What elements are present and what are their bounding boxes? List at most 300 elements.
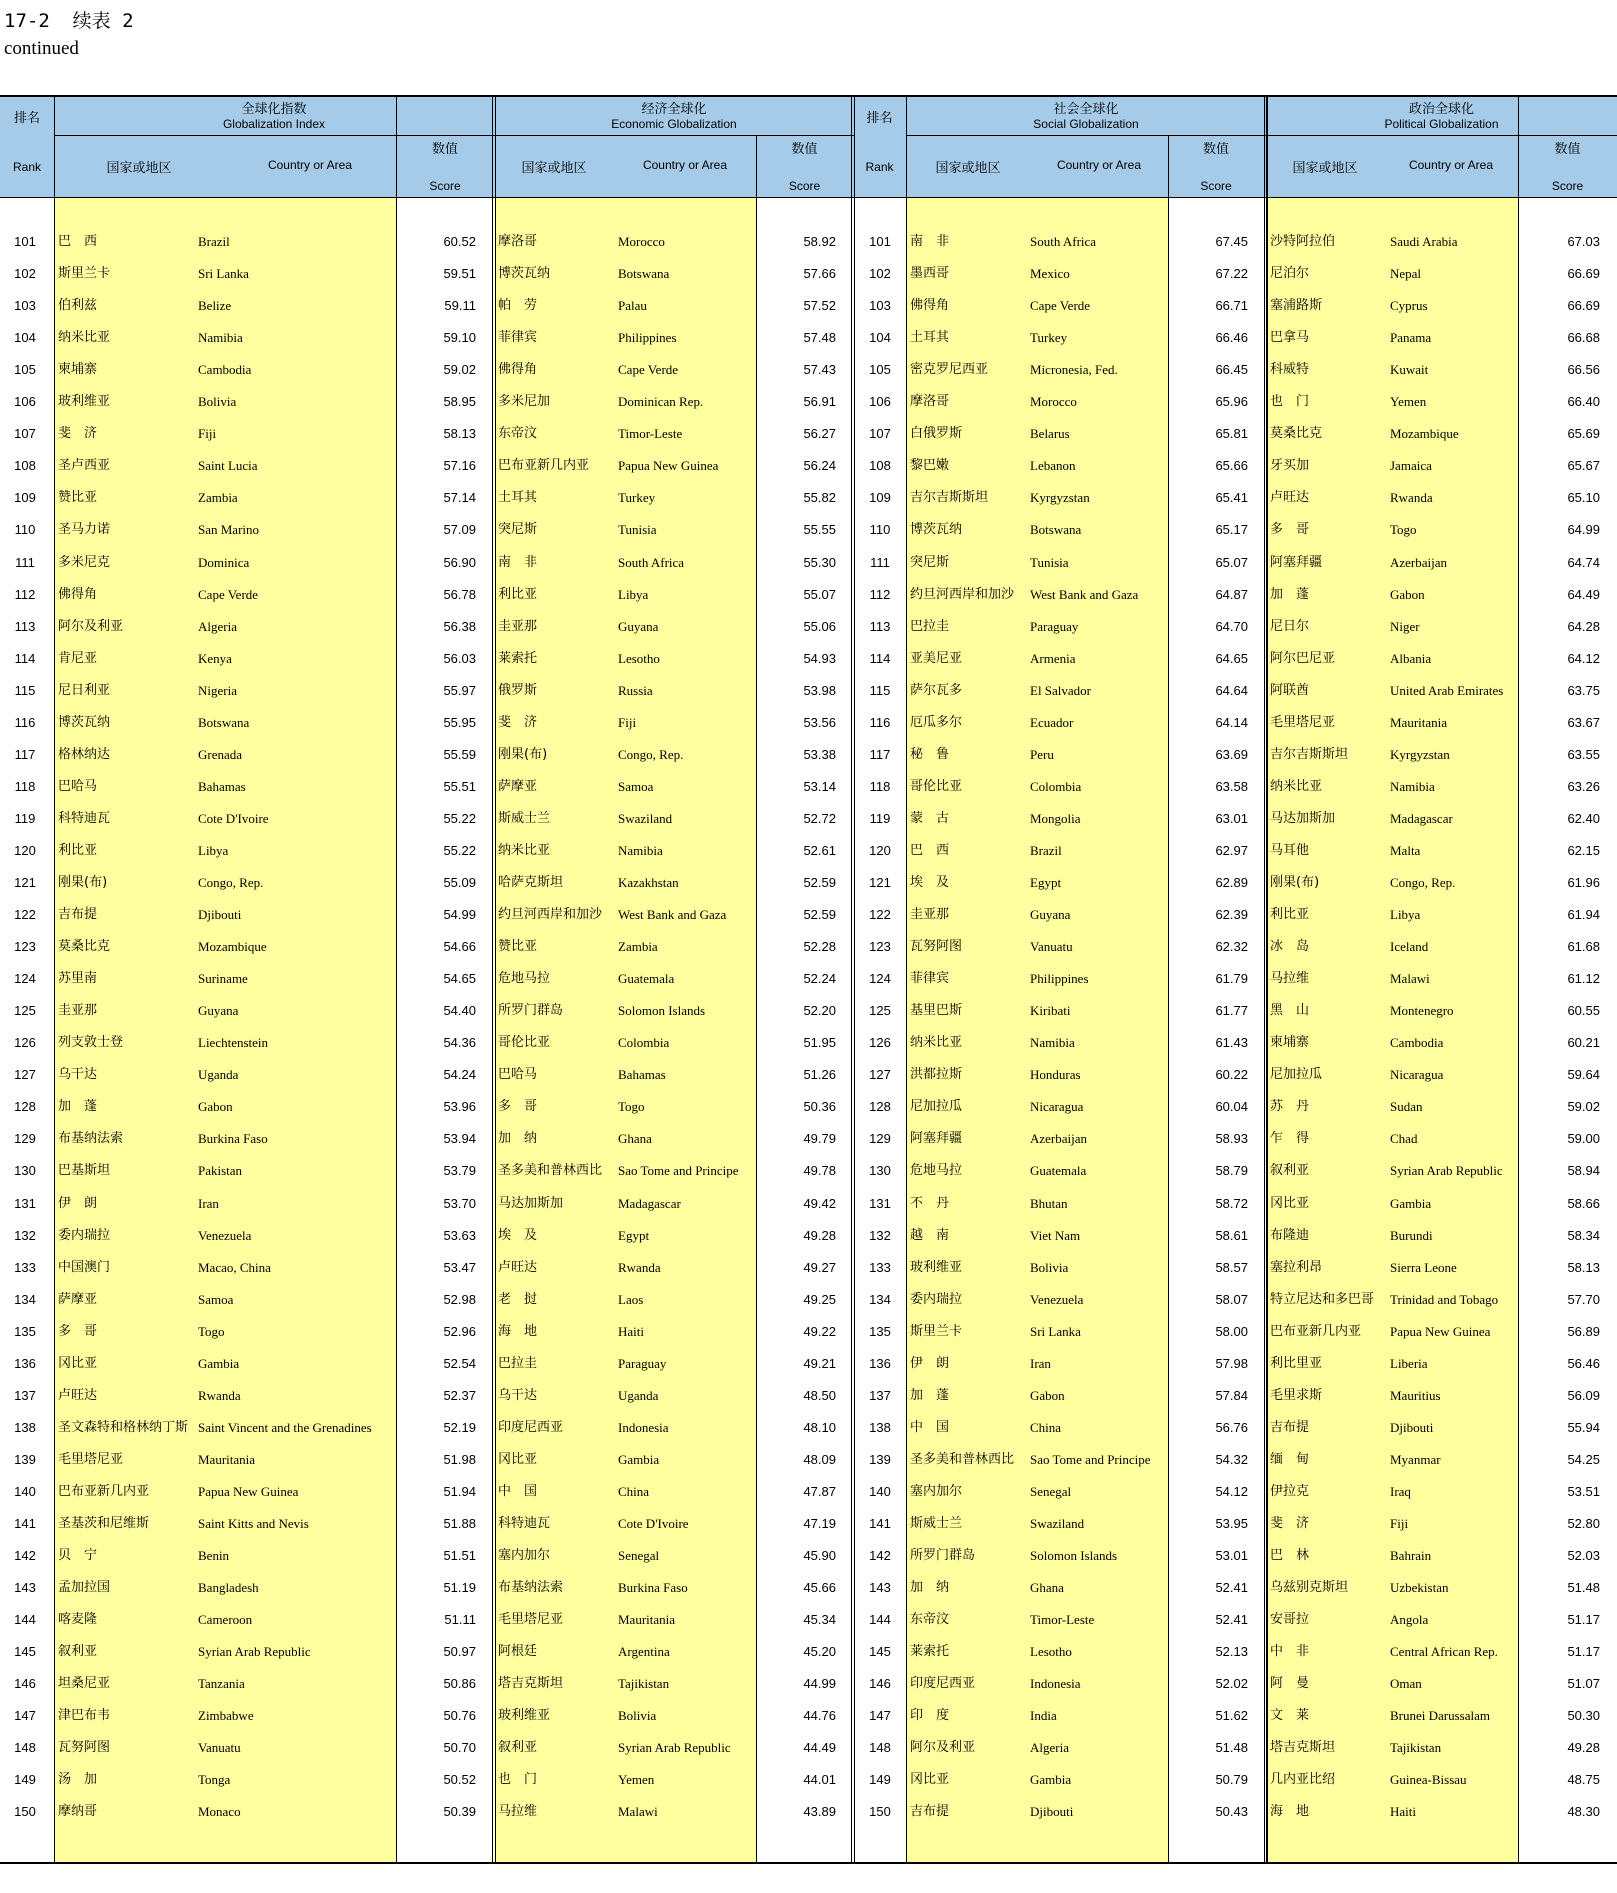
country-name-cn: 纳米比亚 [1270, 779, 1323, 794]
country-name-cn: 土耳其 [498, 490, 538, 505]
country-name-cn: 摩洛哥 [498, 234, 538, 249]
rank-header-cn: 排名 [13, 111, 40, 126]
country-name-en: Bangladesh [198, 1580, 259, 1595]
country-name-cn: 哈萨克斯坦 [498, 875, 564, 890]
score-value: 65.41 [1215, 490, 1248, 505]
country-name-en: Grenada [198, 747, 243, 762]
country-name-en: Timor-Leste [618, 426, 683, 441]
country-name-en: Senegal [1030, 1484, 1072, 1499]
country-name-cn: 巴布亚新几内亚 [58, 1484, 150, 1499]
country-name-en: Cambodia [198, 362, 252, 377]
country-name-cn: 埃 及 [910, 875, 950, 890]
score-value: 64.74 [1567, 555, 1600, 570]
country-name-en: Sudan [1390, 1099, 1423, 1114]
group-header-en: Economic Globalization [611, 117, 737, 131]
row-rank: 102 [14, 266, 36, 281]
row-rank: 132 [14, 1228, 36, 1243]
row-rank: 123 [14, 939, 36, 954]
country-name-cn: 加 纳 [910, 1580, 950, 1595]
score-value: 45.20 [803, 1644, 836, 1659]
country-name-en: Venezuela [198, 1228, 252, 1243]
country-name-en: Viet Nam [1030, 1228, 1081, 1243]
score-value: 55.51 [443, 779, 476, 794]
score-value: 48.10 [803, 1420, 836, 1435]
country-name-cn: 冈比亚 [910, 1772, 950, 1787]
country-name-en: Cambodia [1390, 1035, 1444, 1050]
country-name-cn: 阿联酋 [1270, 683, 1310, 698]
score-value: 52.54 [443, 1356, 476, 1371]
country-name-en: Morocco [618, 234, 665, 249]
country-name-cn: 加 蓬 [1270, 587, 1310, 602]
row-rank: 109 [14, 490, 36, 505]
country-name-cn: 萨摩亚 [498, 779, 538, 794]
country-name-cn: 利比亚 [58, 843, 98, 858]
score-value: 53.79 [443, 1163, 476, 1178]
row-rank: 107 [14, 426, 36, 441]
country-name-cn: 汤 加 [58, 1772, 98, 1787]
header-bottom-rule [0, 197, 1617, 198]
country-name-en: Yemen [1390, 394, 1427, 409]
country-name-cn: 莱索托 [498, 651, 538, 666]
country-name-cn: 尼日利亚 [58, 683, 111, 698]
country-name-en: Micronesia, Fed. [1030, 362, 1118, 377]
score-value: 59.64 [1567, 1067, 1600, 1082]
score-value: 57.43 [803, 362, 836, 377]
country-name-cn: 毛里塔尼亚 [1270, 715, 1336, 730]
row-rank: 106 [14, 394, 36, 409]
score-value: 55.82 [803, 490, 836, 505]
row-rank: 138 [14, 1420, 36, 1435]
score-value: 64.70 [1215, 619, 1248, 634]
country-name-en: Pakistan [198, 1163, 243, 1178]
country-name-cn: 贝 宁 [58, 1548, 98, 1563]
country-name-en: Jamaica [1390, 458, 1432, 473]
country-name-cn: 斯里兰卡 [910, 1324, 963, 1339]
country-name-en: Mauritania [618, 1612, 676, 1627]
country-name-en: Solomon Islands [618, 1003, 706, 1018]
score-value: 51.62 [1215, 1708, 1248, 1723]
country-name-en: Argentina [618, 1644, 670, 1659]
country-name-cn: 密克罗尼西亚 [910, 362, 989, 377]
score-value: 57.66 [803, 266, 836, 281]
country-name-en: Turkey [1030, 330, 1068, 345]
country-name-en: Saint Vincent and the Grenadines [198, 1420, 372, 1435]
score-value: 50.76 [443, 1708, 476, 1723]
score-value: 52.72 [803, 811, 836, 826]
score-value: 56.46 [1567, 1356, 1600, 1371]
country-name-en: Haiti [1390, 1804, 1416, 1819]
country-name-en: Zimbabwe [198, 1708, 254, 1723]
country-name-cn: 乍 得 [1270, 1131, 1310, 1146]
country-name-cn: 伊拉克 [1270, 1484, 1310, 1499]
score-value: 49.22 [803, 1324, 836, 1339]
score-value: 60.22 [1215, 1067, 1248, 1082]
score-value: 58.34 [1567, 1228, 1600, 1243]
country-name-cn: 斐 济 [498, 715, 538, 730]
country-name-cn: 吉布提 [1270, 1420, 1310, 1435]
country-name-en: Guyana [198, 1003, 239, 1018]
country-name-en: Sri Lanka [1030, 1324, 1081, 1339]
table-number-title: 17-2 续表 2 [4, 10, 134, 32]
country-name-cn: 巴布亚新几内亚 [498, 458, 590, 473]
score-value: 58.66 [1567, 1196, 1600, 1211]
score-value: 49.78 [803, 1163, 836, 1178]
country-name-en: Peru [1030, 747, 1054, 762]
score-value: 63.67 [1567, 715, 1600, 730]
score-value: 44.49 [803, 1740, 836, 1755]
country-name-cn: 埃 及 [498, 1228, 538, 1243]
score-value: 58.13 [1567, 1260, 1600, 1275]
country-name-cn: 不 丹 [910, 1196, 950, 1211]
country-name-cn: 东帝汶 [910, 1612, 950, 1627]
country-name-en: Syrian Arab Republic [198, 1644, 311, 1659]
row-rank: 119 [14, 811, 36, 826]
continued-label: continued [4, 38, 79, 59]
country-name-en: Malawi [1390, 971, 1430, 986]
country-name-en: Cyprus [1390, 298, 1428, 313]
country-name-en: Tunisia [1030, 555, 1069, 570]
country-name-cn: 列支敦士登 [58, 1035, 124, 1050]
country-name-cn: 阿尔巴尼亚 [1270, 651, 1336, 666]
header-subrule [1266, 135, 1617, 136]
score-value: 60.52 [443, 234, 476, 249]
score-value: 51.26 [803, 1067, 836, 1082]
country-name-en: Congo, Rep. [1390, 875, 1456, 890]
row-rank: 150 [14, 1804, 36, 1819]
country-name-en: Rwanda [198, 1388, 241, 1403]
score-value: 52.59 [803, 875, 836, 890]
country-name-en: Morocco [1030, 394, 1077, 409]
score-value: 62.39 [1215, 907, 1248, 922]
score-value: 65.07 [1215, 555, 1248, 570]
country-name-en: Nicaragua [1030, 1099, 1084, 1114]
score-value: 54.65 [443, 971, 476, 986]
score-value: 52.13 [1215, 1644, 1248, 1659]
row-rank: 102 [869, 266, 891, 281]
row-rank: 115 [14, 683, 36, 698]
country-name-en: Benin [198, 1548, 230, 1563]
score-value: 66.56 [1567, 362, 1600, 377]
country-name-en: Namibia [198, 330, 243, 345]
country-name-cn: 多米尼加 [498, 394, 551, 409]
row-rank: 130 [14, 1163, 36, 1178]
score-header-cn: 数值 [1202, 142, 1229, 157]
country-name-cn: 阿尔及利亚 [910, 1740, 976, 1755]
country-name-cn: 圣马力诺 [58, 522, 111, 537]
score-value: 54.66 [443, 939, 476, 954]
country-name-cn: 摩洛哥 [910, 394, 950, 409]
country-name-en: Nigeria [198, 683, 237, 698]
row-rank: 133 [14, 1260, 36, 1275]
row-rank: 149 [14, 1772, 36, 1787]
country-name-en: Namibia [618, 843, 663, 858]
score-value: 49.27 [803, 1260, 836, 1275]
score-value: 56.76 [1215, 1420, 1248, 1435]
score-value: 52.98 [443, 1292, 476, 1307]
country-name-en: Vanuatu [1030, 939, 1073, 954]
score-value: 56.90 [443, 555, 476, 570]
country-name-en: Swaziland [618, 811, 673, 826]
row-rank: 131 [869, 1196, 891, 1211]
country-name-en: Panama [1390, 330, 1432, 345]
country-name-en: Kyrgyzstan [1390, 747, 1450, 762]
row-rank: 145 [869, 1644, 891, 1659]
country-name-cn: 也 门 [1270, 394, 1310, 409]
country-name-en: Senegal [618, 1548, 660, 1563]
country-name-en: Macao, China [198, 1260, 271, 1275]
country-name-cn: 加 蓬 [58, 1099, 98, 1114]
country-name-cn: 厄瓜多尔 [910, 715, 963, 730]
score-header-cn: 数值 [791, 142, 818, 157]
country-name-cn: 塔吉克斯坦 [1270, 1740, 1336, 1755]
country-name-cn: 阿根廷 [498, 1644, 538, 1659]
country-name-en: Guatemala [618, 971, 675, 986]
score-value: 59.10 [443, 330, 476, 345]
country-name-cn: 叙利亚 [498, 1740, 538, 1755]
country-name-en: Algeria [198, 619, 237, 634]
score-value: 45.66 [803, 1580, 836, 1595]
row-rank: 144 [869, 1612, 891, 1627]
country-name-en: Tonga [198, 1772, 231, 1787]
country-name-en: Guinea-Bissau [1390, 1772, 1467, 1787]
country-name-en: Namibia [1390, 779, 1435, 794]
country-name-cn: 卢旺达 [1270, 490, 1310, 505]
country-name-cn: 巴哈马 [498, 1067, 538, 1082]
score-header-en: Score [429, 179, 461, 193]
country-name-cn: 多 哥 [1270, 522, 1310, 537]
country-name-en: Fiji [1390, 1516, 1409, 1531]
row-rank: 140 [869, 1484, 891, 1499]
country-name-en: Uganda [198, 1067, 239, 1082]
country-name-en: Saudi Arabia [1390, 234, 1458, 249]
country-name-en: Bahamas [618, 1067, 666, 1082]
row-rank: 142 [869, 1548, 891, 1563]
country-name-cn: 中 非 [1270, 1644, 1310, 1659]
row-rank: 101 [869, 234, 891, 249]
score-value: 51.07 [1567, 1676, 1600, 1691]
row-rank: 137 [869, 1388, 891, 1403]
country-name-cn: 博茨瓦纳 [58, 715, 111, 730]
country-name-cn: 莫桑比克 [58, 939, 111, 954]
country-name-cn: 马达加斯加 [1270, 811, 1336, 826]
country-name-en: Nicaragua [1390, 1067, 1444, 1082]
score-value: 52.02 [1215, 1676, 1248, 1691]
score-value: 57.16 [443, 458, 476, 473]
country-name-cn: 利比亚 [498, 587, 538, 602]
score-value: 65.96 [1215, 394, 1248, 409]
country-name-en: Ecuador [1030, 715, 1074, 730]
score-value: 50.86 [443, 1676, 476, 1691]
country-name-cn: 刚果(布) [498, 747, 548, 762]
row-rank: 121 [869, 875, 891, 890]
country-name-cn: 伯利兹 [58, 298, 98, 313]
row-rank: 104 [14, 330, 36, 345]
row-rank: 112 [869, 587, 891, 602]
score-value: 65.17 [1215, 522, 1248, 537]
score-value: 51.88 [443, 1516, 476, 1531]
country-name-en: Myanmar [1390, 1452, 1441, 1467]
country-name-cn: 委内瑞拉 [910, 1292, 963, 1307]
row-rank: 125 [14, 1003, 36, 1018]
rank-header-en: Rank [12, 160, 41, 174]
score-header-en: Score [1200, 179, 1232, 193]
country-name-en: Paraguay [1030, 619, 1079, 634]
country-name-en: Gabon [1030, 1388, 1065, 1403]
score-value: 64.87 [1215, 587, 1248, 602]
score-value: 55.59 [443, 747, 476, 762]
score-value: 58.13 [443, 426, 476, 441]
group-header-en: Political Globalization [1384, 117, 1499, 131]
country-name-en: Ghana [1030, 1580, 1064, 1595]
score-value: 54.99 [443, 907, 476, 922]
row-rank: 117 [869, 747, 891, 762]
score-value: 58.79 [1215, 1163, 1248, 1178]
score-value: 65.66 [1215, 458, 1248, 473]
country-name-cn: 文 莱 [1270, 1708, 1310, 1723]
country-name-cn: 马拉维 [1270, 971, 1310, 986]
score-value: 54.36 [443, 1035, 476, 1050]
country-header-cn: 国家或地区 [521, 161, 587, 176]
country-name-en: Gambia [1390, 1196, 1432, 1211]
country-name-en: Liberia [1390, 1356, 1428, 1371]
country-name-cn: 塞浦路斯 [1270, 298, 1323, 313]
score-value: 53.70 [443, 1196, 476, 1211]
country-name-cn: 白俄罗斯 [910, 426, 963, 441]
score-value: 53.47 [443, 1260, 476, 1275]
score-value: 50.43 [1215, 1804, 1248, 1819]
country-name-cn: 约旦河西岸和加沙 [498, 907, 603, 922]
country-name-en: Uzbekistan [1390, 1580, 1449, 1595]
score-value: 55.09 [443, 875, 476, 890]
score-value: 49.21 [803, 1356, 836, 1371]
country-header-en: Country or Area [267, 158, 353, 172]
score-value: 53.14 [803, 779, 836, 794]
country-name-cn: 尼加拉瓜 [910, 1099, 963, 1114]
country-name-en: Cape Verde [1030, 298, 1091, 313]
score-value: 52.20 [803, 1003, 836, 1018]
country-name-en: Algeria [1030, 1740, 1069, 1755]
row-rank: 141 [14, 1516, 36, 1531]
score-value: 53.94 [443, 1131, 476, 1146]
country-name-en: Iran [1030, 1356, 1051, 1371]
group-header-cn: 全球化指数 [241, 102, 307, 117]
score-value: 61.77 [1215, 1003, 1248, 1018]
score-header-en: Score [1551, 179, 1584, 193]
country-name-cn: 坦桑尼亚 [58, 1676, 111, 1691]
score-value: 51.17 [1567, 1612, 1600, 1627]
country-name-en: Trinidad and Tobago [1390, 1292, 1499, 1307]
country-name-en: Kenya [198, 651, 232, 666]
row-rank: 105 [14, 362, 36, 377]
country-name-en: Haiti [618, 1324, 644, 1339]
score-value: 50.36 [803, 1099, 836, 1114]
score-value: 54.93 [803, 651, 836, 666]
score-value: 62.89 [1215, 875, 1248, 890]
country-name-en: China [618, 1484, 650, 1499]
row-rank: 139 [869, 1452, 891, 1467]
score-value: 57.14 [443, 490, 476, 505]
score-value: 66.45 [1215, 362, 1248, 377]
row-rank: 149 [869, 1772, 891, 1787]
country-name-cn: 斯威士兰 [910, 1516, 963, 1531]
group-header-en: Globalization Index [222, 117, 326, 131]
score-value: 66.69 [1567, 298, 1600, 313]
country-name-cn: 斐 济 [1270, 1516, 1310, 1531]
row-rank: 148 [14, 1740, 36, 1755]
country-name-cn: 巴布亚新几内亚 [1270, 1324, 1362, 1339]
score-value: 53.95 [1215, 1516, 1248, 1531]
country-header-en: Country or Area [1056, 158, 1142, 172]
country-name-en: Armenia [1030, 651, 1076, 666]
country-name-en: Botswana [618, 266, 670, 281]
country-name-cn: 佛得角 [58, 587, 98, 602]
row-rank: 128 [14, 1099, 36, 1114]
score-value: 50.79 [1215, 1772, 1248, 1787]
country-name-en: San Marino [198, 522, 260, 537]
score-value: 54.32 [1215, 1452, 1248, 1467]
country-name-en: Papua New Guinea [1390, 1324, 1491, 1339]
country-name-en: Indonesia [618, 1420, 669, 1435]
row-rank: 127 [14, 1067, 36, 1082]
row-rank: 113 [14, 619, 36, 634]
country-name-cn: 缅 甸 [1270, 1452, 1310, 1467]
score-value: 50.39 [443, 1804, 476, 1819]
country-name-cn: 中 国 [910, 1420, 950, 1435]
country-name-cn: 刚果(布) [58, 875, 108, 890]
country-name-cn: 伊 朗 [58, 1196, 98, 1211]
country-name-en: Papua New Guinea [618, 458, 719, 473]
country-name-cn: 科特迪瓦 [498, 1516, 551, 1531]
country-name-cn: 津巴布韦 [58, 1708, 111, 1723]
country-name-en: Kuwait [1390, 362, 1429, 377]
row-rank: 122 [14, 907, 36, 922]
country-name-cn: 玻利维亚 [498, 1708, 551, 1723]
country-name-cn: 也 门 [498, 1772, 538, 1787]
country-name-en: Brazil [198, 234, 230, 249]
country-name-cn: 阿尔及利亚 [58, 619, 124, 634]
country-name-en: Bolivia [198, 394, 237, 409]
country-name-en: Tanzania [198, 1676, 245, 1691]
country-name-en: Suriname [198, 971, 248, 986]
score-value: 54.40 [443, 1003, 476, 1018]
score-value: 58.92 [803, 234, 836, 249]
country-name-cn: 巴 西 [58, 234, 98, 249]
country-name-en: Liechtenstein [198, 1035, 269, 1050]
score-value: 62.97 [1215, 843, 1248, 858]
country-name-cn: 蒙 古 [910, 811, 950, 826]
country-name-cn: 危地马拉 [498, 971, 551, 986]
score-value: 44.01 [803, 1772, 836, 1787]
score-value: 55.95 [443, 715, 476, 730]
row-rank: 126 [869, 1035, 891, 1050]
score-value: 63.75 [1567, 683, 1600, 698]
group-header-cn: 社会全球化 [1053, 102, 1119, 117]
country-name-en: Iraq [1390, 1484, 1411, 1499]
country-name-en: Bahamas [198, 779, 246, 794]
row-rank: 116 [869, 715, 891, 730]
country-name-cn: 肯尼亚 [58, 651, 98, 666]
row-rank: 129 [869, 1131, 891, 1146]
score-value: 66.68 [1567, 330, 1600, 345]
group-header-en: Social Globalization [1033, 117, 1139, 131]
score-value: 57.98 [1215, 1356, 1248, 1371]
country-name-cn: 马拉维 [498, 1804, 538, 1819]
score-value: 51.98 [443, 1452, 476, 1467]
score-value: 65.69 [1567, 426, 1600, 441]
country-name-en: Niger [1390, 619, 1420, 634]
score-value: 64.49 [1567, 587, 1600, 602]
score-value: 50.52 [443, 1772, 476, 1787]
